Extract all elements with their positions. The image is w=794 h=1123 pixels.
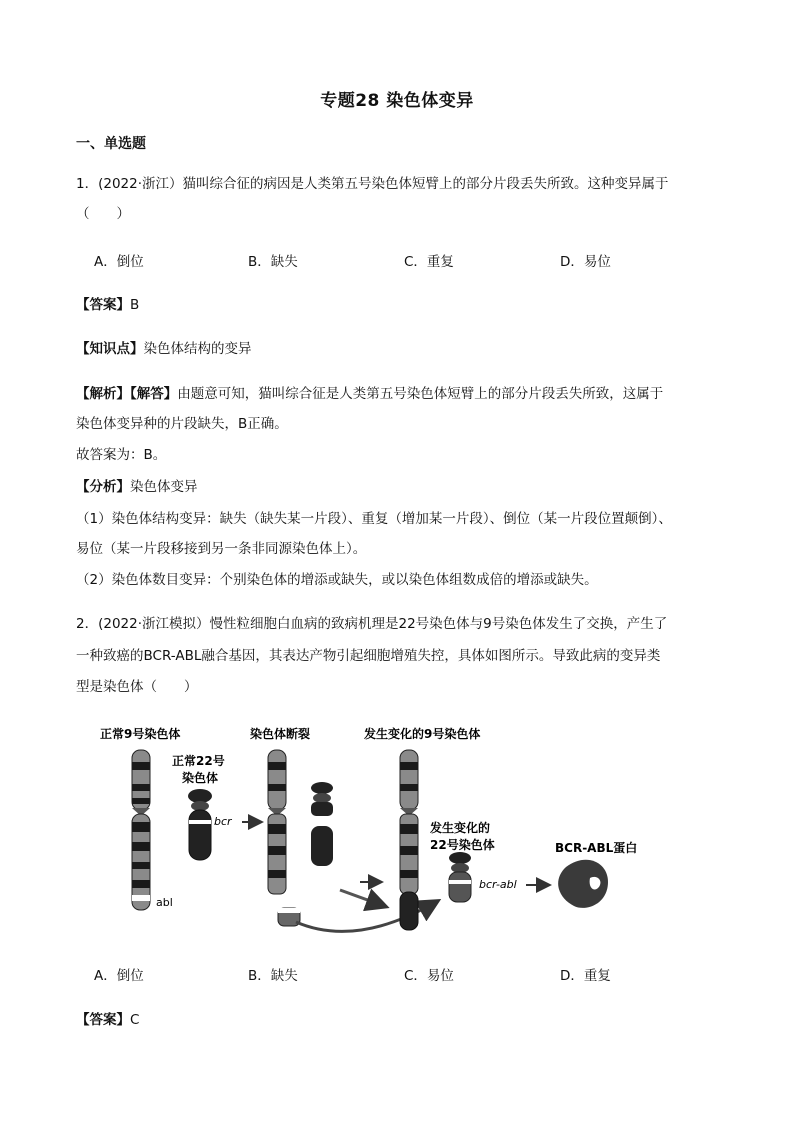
label-changed-22-line1: 发生变化的 [430,821,491,835]
q2-option-b: B．缺失 [248,968,298,984]
q1-stem-line1: 1．(2022·浙江）猫叫综合征的病因是人类第五号染色体短臂上的部分片段丢失所致。这种变异属于 [76,176,669,192]
q2-answer [76,1010,139,1030]
q1-option-a: A．倒位 [94,254,144,270]
q1-point2: （2）染色体数目变异：个别染色体的增添或缺失，或以染色体组数成倍的增添或缺失。 [76,572,598,588]
changed-chromosome-22 [449,852,471,902]
q1-stem-line2: （ ） [76,206,130,222]
analysis-text: 由题意可知，猫叫综合征是人类第五号染色体短臂上的部分片段丢失所致，这属于 [177,386,664,402]
q1-analysis-line1 [76,384,663,404]
q2-option-d: D．重复 [560,968,611,984]
bcr-abl-protein-icon [558,860,608,908]
section-heading: 一、单选题 [76,136,146,152]
knowledge-value: 染色体结构的变异 [143,341,252,357]
q2-stem-line1: 2．(2022·浙江模拟）慢性粒细胞白血病的致病机理是22号染色体与9号染色体发生了交换，产生了 [76,616,668,632]
q1-point1-line1: （1）染色体结构变异：缺失（缺失某一片段）、重复（增加某一片段）、倒位（某一片段位置颠倒）、 [76,511,672,527]
page-title: 专题28 染色体变异 [320,91,474,111]
label-normal-9: 正常9号染色体 [100,727,181,741]
answer-value: B [130,297,140,313]
q2-stem-line2: 一种致癌的BCR-ABL融合基因，其表达产物引起细胞增殖失控，具体如图所示。导致此病的变异类 [76,648,661,664]
q2-option-a: A．倒位 [94,968,144,984]
knowledge-label: 【知识点】 [76,341,144,357]
label-normal-22-line1: 正常22号 [172,754,225,768]
analysis-label: 【解析】【解答】 [76,386,178,402]
normal-chromosome-9 [132,750,150,910]
q2-stem-line3: 型是染色体（ ） [76,679,198,695]
fenxi-value: 染色体变异 [130,479,198,495]
label-changed-9: 发生变化的9号染色体 [364,727,481,741]
chromosome-translocation-figure [96,722,696,948]
label-bcr: bcr [214,815,232,828]
answer-value: C [130,1012,140,1028]
diagonal-arrow-icon [340,890,384,906]
broken-chromosome-9 [268,750,300,926]
q1-knowledge [76,339,252,359]
label-abl: abl [156,896,173,909]
q1-option-d: D．易位 [560,254,611,270]
fenxi-label: 【分析】 [76,479,130,495]
answer-label: 【答案】 [76,297,130,313]
q1-option-b: B．缺失 [248,254,298,270]
changed-chromosome-9 [400,750,418,930]
normal-chromosome-22 [188,789,212,860]
q1-fenxi [76,477,198,497]
label-normal-22-line2: 染色体 [182,771,219,785]
q1-analysis-line2: 染色体变异种的片段缺失，B正确。 [76,416,288,432]
label-bcr-abl-protein: BCR-ABL蛋白 [555,841,638,855]
q1-answer [76,295,139,315]
answer-label: 【答案】 [76,1012,130,1028]
broken-chromosome-22 [311,782,333,866]
label-bcr-abl-gene: bcr-abl [479,878,517,891]
label-chromosome-break: 染色体断裂 [250,727,311,741]
q1-point1-line2: 易位（某一片段移接到另一条非同源染色体上）。 [76,541,367,557]
label-changed-22-line2: 22号染色体 [430,838,495,852]
q1-analysis-line3: 故答案为：B。 [76,447,167,463]
q1-option-c: C．重复 [404,254,454,270]
q2-option-c: C．易位 [404,968,454,984]
